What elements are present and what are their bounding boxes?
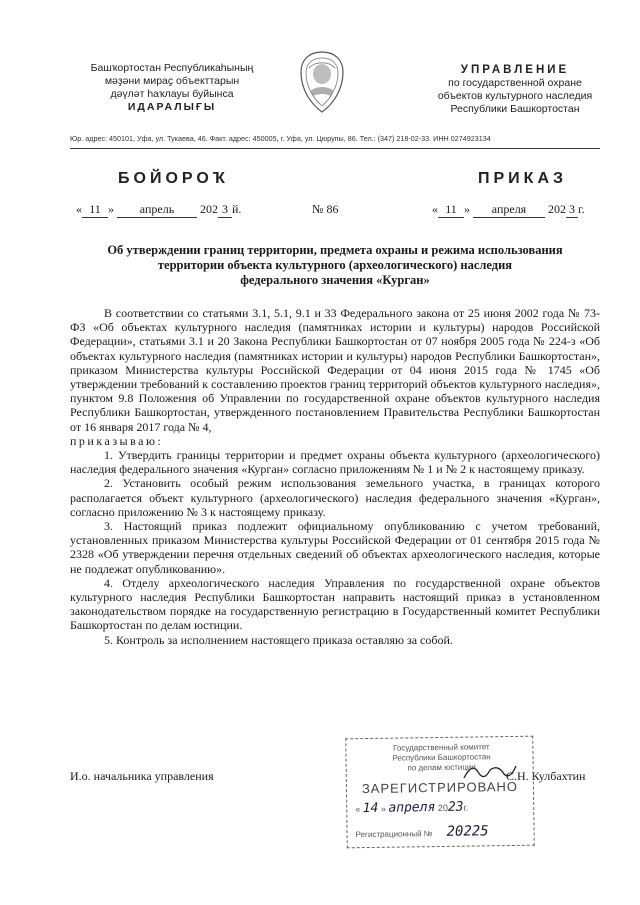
preamble-paragraph: В соответствии со статьями 3.1, 5.1, 9.1 и 33 Федерального закона от 25 июня 2002 года № 73-ФЗ «Об объектах культурного наследия (памятниках истории и культуры) народов Российской Федерации», статьями 3.1 и 20 Закона Республики Башкортостан от 07 ноября 2005 года № 224-з «Об объектах культурного наследия (памятниках истории и культуры) народов Республики Башкортостан», приказом Министерства культуры Российской Федерации от 04 июня 2015 года № 1745 «Об утверждении требований к составлению проектов границ территорий объектов культурного наследия», пунктом 9.8 Положения об Управлении по государственной охране объектов культурного наследия Республики Башкортостан, утвержденного постановлением Правительства Республики Башкортостан от 16 января 2017 года № 4, [70,306,600,434]
signature-position: И.о. начальника управления [70,769,214,783]
header-divider [70,148,600,149]
stamp-reg-label: Регистрационный № [355,829,433,840]
stamp-org [366,742,516,774]
date-suffix: й. [232,202,242,216]
date-right [432,202,585,218]
item-paragraph: 5. Контроль за исполнением настоящего приказа оставляю за собой. [104,632,453,647]
date-year-suffix: 3 [218,202,232,218]
stamp-org-line: Республики Башкортостан [392,752,491,763]
registration-stamp [345,736,535,849]
date-day: 11 [82,202,108,218]
document-body [70,306,600,647]
number-label: № [312,202,324,216]
stamp-year-end: г. [463,802,469,813]
header-left-line: Башҡортостан Республикаһының [90,62,254,74]
header-left-line: дәүләт һаҡлауы буйынса [110,88,234,100]
date-quote: « [432,202,438,216]
title-line: федерального значения «Курган» [240,273,430,287]
date-month: апрель [117,202,197,218]
header-right-line: объектов культурного наследия [437,90,593,102]
stamp-year-prefix: 20 [437,802,448,814]
header-left-line: мәҙәни мираҫ объекттарын [104,75,240,87]
item-paragraph: 3. Настоящий приказ подлежит официальному опубликованию с учетом требований, установленных приказом Министерства культуры Российской Федерации от 01 сентября 2015 года № 2328 «Об утверждении перечня отдельных сведений об объектах археологического наследия, которые не подлежат опубликованию». [70,519,600,576]
header-right-org [420,64,610,116]
stamp-year-suffix: 23 [447,799,464,815]
date-suffix: г. [578,202,585,216]
coat-of-arms-emblem [297,50,347,114]
document-title [70,243,600,288]
item-paragraph: 2. Установить особый режим использования земельного участка, в границах которого располагается объект культурного (археологического) наследия федерального значения «Курган», согласно приложению № 3 к настоящему приказу. [70,476,600,519]
date-day: 11 [438,202,464,218]
doc-type-right: ПРИКАЗ [478,170,568,187]
header-right-line: по государственной охране [448,77,582,89]
date-quote: » [464,202,470,216]
stamp-org-line: Государственный комитет [393,742,490,753]
order-number [312,202,338,217]
title-line: Об утверждении границ территории, предмета охраны и режима использования [107,243,563,257]
stamp-registered: ЗАРЕГИСТРИРОВАНО [361,778,519,797]
stamp-reg-number: 20225 [446,823,489,840]
contacts-line: Юр. адрес: 450101, Уфа, ул. Тукаева, 46. Факт. адрес: 450005, г. Уфа, ул. Цюрупы, 86. Тел.: (347) 218-02-33. ИНН 0274923134 [70,134,491,143]
header-left-line: ИДАРАЛЫҒЫ [127,101,217,113]
signature-name: С.Н. Кулбахтин [506,769,586,783]
number-value: 86 [326,202,339,216]
header-right-line: Республики Башкортостан [450,103,580,115]
date-year-prefix: 202 [548,202,566,216]
header-left-org [62,62,282,114]
stamp-date-day: 14 [362,800,379,817]
title-line: территории объекта культурного (археологического) наследия [157,258,513,272]
date-quote: » [108,202,114,216]
date-quote: « [76,202,82,216]
header-right-line: УПРАВЛЕНИЕ [460,64,570,76]
doc-type-left: БОЙОРОҠ [118,170,229,187]
stamp-date-month: апреля [388,800,436,816]
item-paragraph: 1. Утвердить границы территории и предмет охраны объекта культурного (археологического) наследия федерального значения «Курган» согласно приложениям № 1 и № 2 к настоящему приказу. [70,448,600,477]
date-year-suffix: 3 [566,202,578,218]
item-paragraph: 4. Отделу археологического наследия Управления по государственной охране объектов культурного наследия Республики Башкортостан направить настоящий приказ в установленном законодательством порядке на государственную регистрацию в Государственный комитет Республики Башкортостан по делам юстиции. [70,575,600,633]
order-word: приказываю: [70,433,164,448]
date-month: апреля [473,202,545,218]
stamp-reg [355,823,530,841]
date-year-prefix: 202 [200,202,218,216]
date-left [76,202,241,218]
stamp-date: « 14 » апреля 2023г. [355,799,469,817]
stamp-org-line: по делам юстиции [407,762,476,773]
